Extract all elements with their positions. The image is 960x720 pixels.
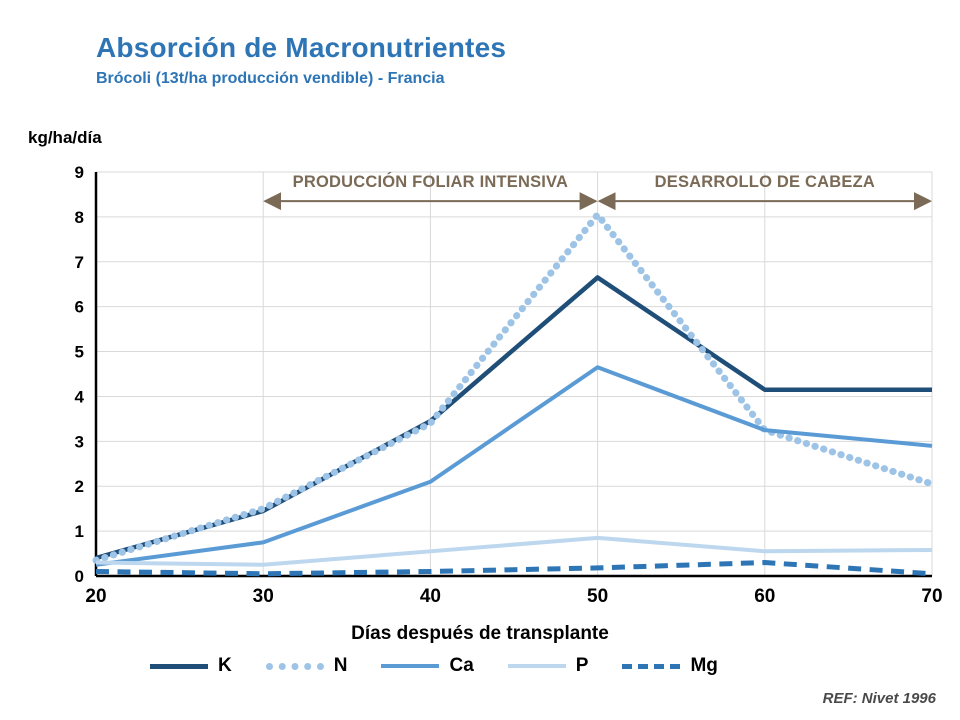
legend-item-ca[interactable] bbox=[381, 655, 473, 677]
x-axis-tick-label: 30 bbox=[252, 586, 274, 607]
y-axis-tick-label: 1 bbox=[74, 522, 84, 542]
legend-label: K bbox=[218, 655, 232, 676]
y-axis-tick-label: 3 bbox=[74, 432, 84, 452]
phase-label-right: DESARROLLO DE CABEZA bbox=[654, 173, 875, 192]
legend-swatch-ca bbox=[381, 664, 439, 668]
y-axis-tick-label: 0 bbox=[74, 567, 84, 586]
y-axis-tick-label: 5 bbox=[74, 342, 84, 362]
y-axis-tick-label: 8 bbox=[74, 207, 84, 227]
legend-swatch-mg bbox=[622, 664, 680, 669]
y-axis-tick-label: 4 bbox=[74, 387, 84, 407]
x-axis-tick-label: 20 bbox=[85, 586, 107, 607]
chart-subtitle: Brócoli (13t/ha producción vendible) - Francia bbox=[96, 70, 445, 87]
legend-label: Mg bbox=[690, 655, 718, 676]
legend-label: N bbox=[333, 655, 348, 676]
plot-background bbox=[96, 172, 932, 576]
page-title: Absorción de Macronutrientes bbox=[96, 32, 507, 63]
phase-label-left: PRODUCCIÓN FOLIAR INTENSIVA bbox=[292, 173, 569, 192]
y-axis-tick-label: 7 bbox=[74, 252, 84, 272]
legend-item-k[interactable] bbox=[150, 655, 232, 677]
y-axis-tick-label: 6 bbox=[74, 297, 84, 317]
x-axis-title: Días después de transplante bbox=[351, 623, 609, 644]
x-axis-tick-label: 50 bbox=[587, 586, 609, 607]
x-axis-tick-label: 70 bbox=[921, 586, 943, 607]
legend-item-n[interactable] bbox=[266, 655, 348, 677]
x-axis-tick-label: 60 bbox=[754, 586, 776, 607]
reference-note: REF: Nivet 1996 bbox=[822, 690, 936, 707]
x-axis-tick-label: 40 bbox=[419, 586, 441, 607]
y-axis-tick-label: 2 bbox=[74, 477, 84, 497]
y-axis-unit-label: kg/ha/día bbox=[28, 128, 102, 147]
legend-item-mg[interactable] bbox=[622, 655, 717, 677]
legend-swatch-p bbox=[508, 664, 566, 668]
legend-item-p[interactable] bbox=[508, 655, 589, 677]
legend-swatch-n bbox=[266, 663, 324, 670]
legend-swatch-k bbox=[150, 664, 208, 669]
legend-label: Ca bbox=[449, 655, 474, 676]
legend-label: P bbox=[575, 655, 589, 676]
y-axis-tick-label: 9 bbox=[74, 163, 84, 182]
chart-legend bbox=[150, 655, 850, 677]
